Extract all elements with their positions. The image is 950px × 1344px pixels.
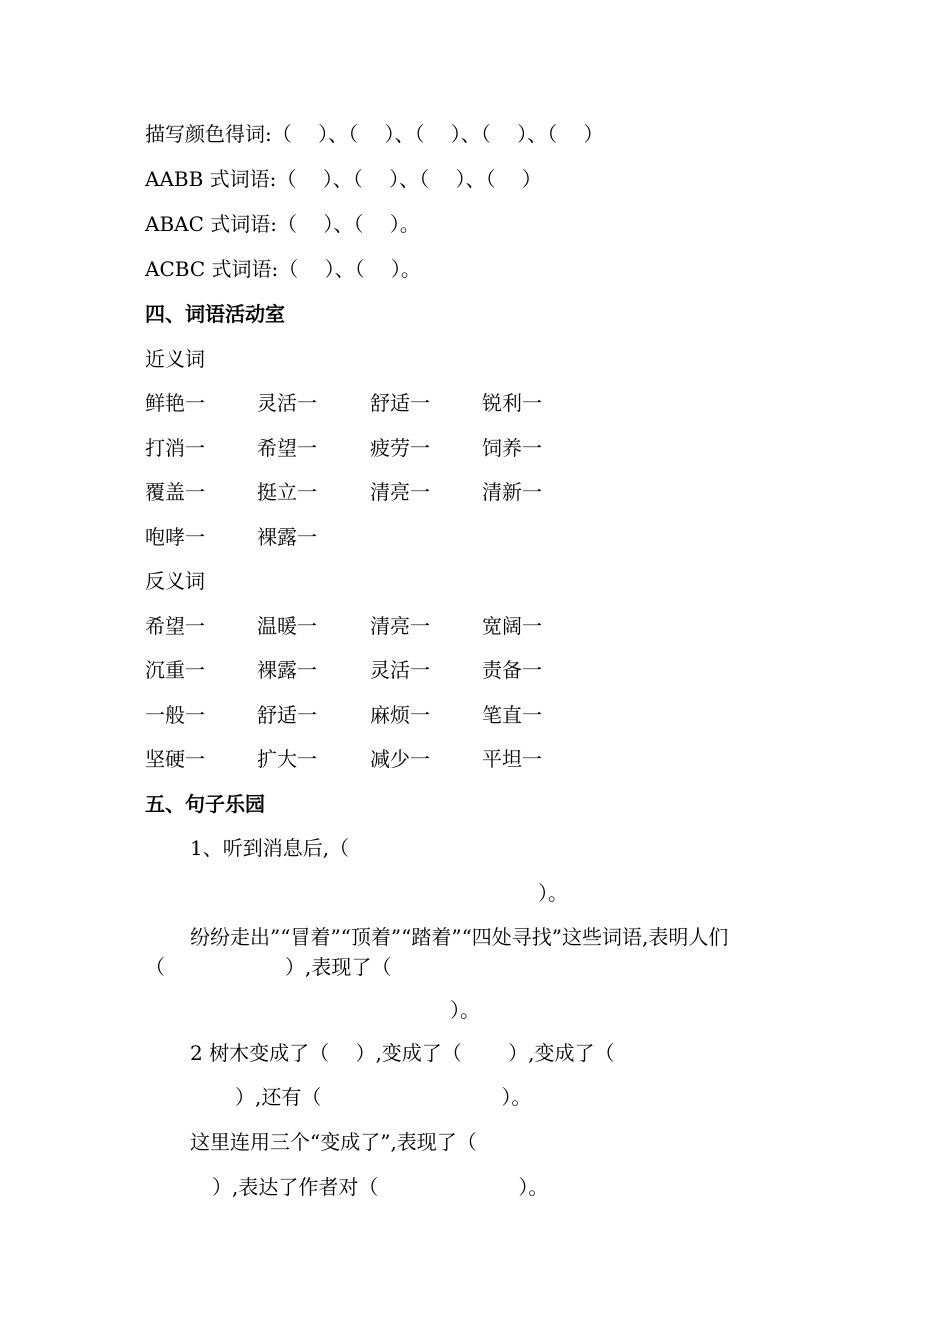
synonym-item: 舒适一 [370, 391, 430, 415]
antonym-item: 扩大一 [257, 747, 317, 771]
antonym-item: 舒适一 [257, 703, 317, 727]
synonym-label: 近义词 [145, 347, 205, 371]
antonym-item: 清亮一 [370, 614, 430, 638]
synonym-item: 疲劳一 [370, 436, 430, 460]
question2-line4: ）,表达了作者对（ ）。 [212, 1175, 549, 1199]
question1-line2: ）。 [538, 881, 568, 905]
antonym-item: 一般一 [145, 703, 205, 727]
section4-heading: 四、词语活动室 [145, 302, 285, 326]
antonym-item: 责备一 [482, 658, 542, 682]
antonym-item: 温暖一 [257, 614, 317, 638]
antonym-item: 麻烦一 [370, 703, 430, 727]
synonym-item: 打消一 [145, 436, 205, 460]
antonym-item: 宽阔一 [482, 614, 542, 638]
question1-paragraph-end: ）。 [450, 998, 480, 1022]
antonym-item: 坚硬一 [145, 747, 205, 771]
synonym-item: 鲜艳一 [145, 391, 205, 415]
synonym-item: 咆哮一 [145, 525, 205, 549]
question2-line2: ）,还有（ ）。 [235, 1085, 532, 1109]
question2-line3: 这里连用三个“变成了”,表现了（ [190, 1130, 477, 1154]
synonym-item: 裸露一 [257, 525, 317, 549]
antonym-item: 笔直一 [482, 703, 542, 727]
antonym-item: 裸露一 [257, 658, 317, 682]
synonym-item: 饲养一 [482, 436, 542, 460]
antonym-label: 反义词 [145, 569, 205, 593]
synonym-item: 锐利一 [482, 391, 542, 415]
synonym-item: 挺立一 [257, 480, 317, 504]
synonym-item: 灵活一 [257, 391, 317, 415]
fill-acbc-words: ACBC 式词语:（ ）、（ ）。 [145, 257, 421, 281]
synonym-item: 清亮一 [370, 480, 430, 504]
antonym-item: 灵活一 [370, 658, 430, 682]
question1-line1: 1、听到消息后,（ [190, 836, 350, 860]
fill-aabb-words: AABB 式词语:（ ）、（ ）、（ ）、（ ） [145, 167, 542, 191]
fill-color-words: 描写颜色得词:（ ）、（ ）、（ ）、（ ）、（ ） [145, 122, 604, 146]
section5-heading: 五、句子乐园 [145, 792, 265, 816]
fill-abac-words: ABAC 式词语:（ ）、（ ）。 [145, 212, 420, 236]
antonym-item: 希望一 [145, 614, 205, 638]
synonym-item: 希望一 [257, 436, 317, 460]
antonym-item: 平坦一 [482, 747, 542, 771]
question2-line1: 2 树木变成了（ ）,变成了（ ）,变成了（ [190, 1041, 615, 1065]
question1-paragraph: 纷纷走出”“冒着”“顶着”“踏着”“四处寻找”这些词语,表明人们（ ）,表现了（ [145, 925, 729, 979]
synonym-item: 清新一 [482, 480, 542, 504]
synonym-item: 覆盖一 [145, 480, 205, 504]
antonym-item: 减少一 [370, 747, 430, 771]
antonym-item: 沉重一 [145, 658, 205, 682]
